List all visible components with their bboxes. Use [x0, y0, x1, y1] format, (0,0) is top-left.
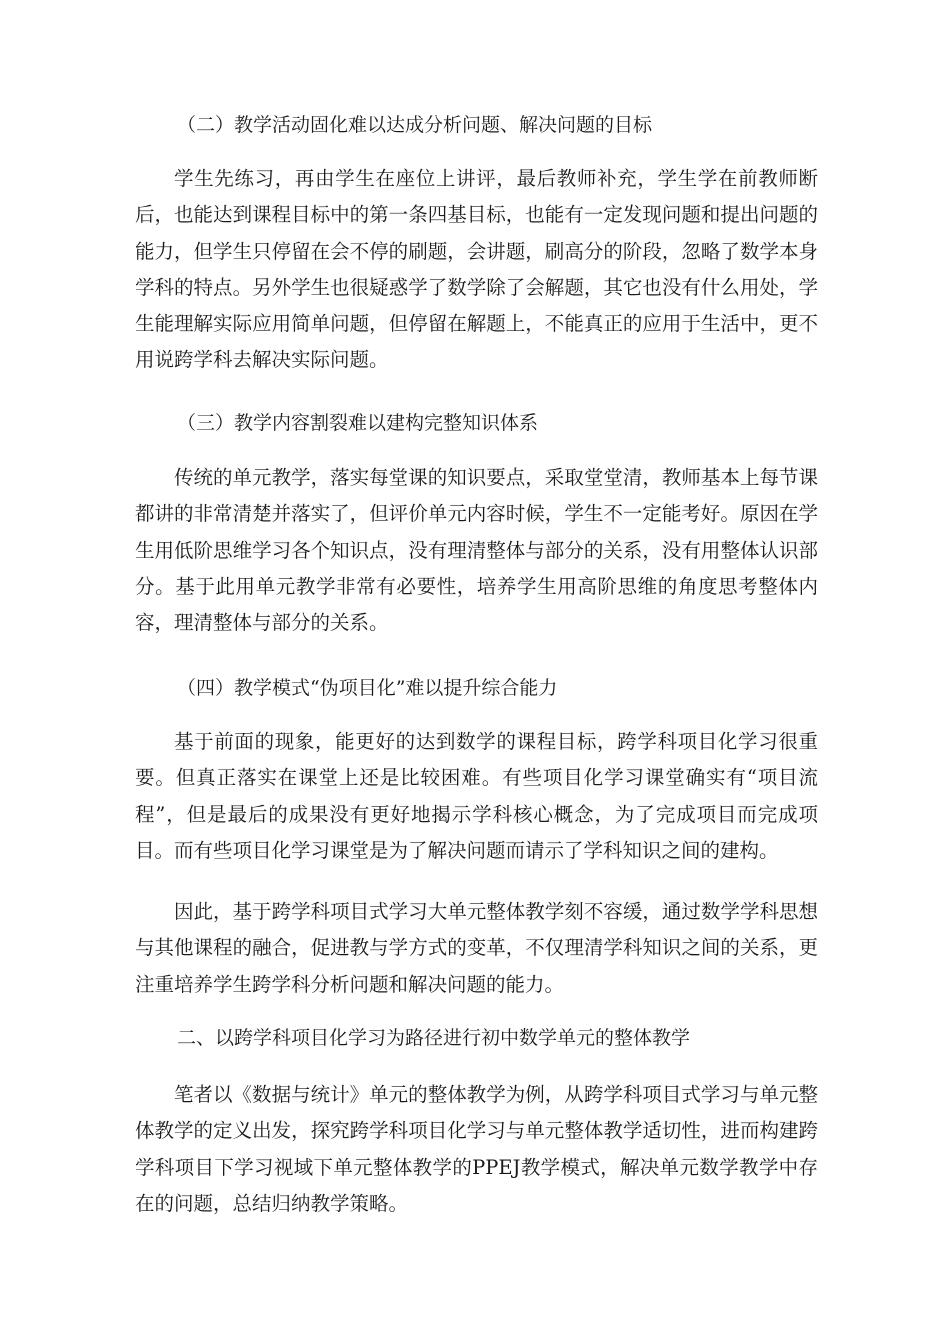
paragraph-section-2: 学生先练习，再由学生在座位上讲评，最后教师补充，学生学在前教师断后，也能达到课程目标中的第一条四基目标，也能有一定发现问题和提出问题的能力，但学生只停留在会不停的刷题，会讲题，刷高分的阶段，忽略了数学本身学科的特点。另外学生也很疑惑学了数学除了会解题，其它也没有什么用处，学生能理解实际应用简单问题，但停留在解题上，不能真正的应用于生活中，更不用说跨学科去解决实际问题。: [135, 167, 818, 372]
paragraph-section-3: 传统的单元教学，落实每堂课的知识要点，采取堂堂清，教师基本上每节课都讲的非常清楚并落实了，但评价单元内容时候，学生不一定能考好。原因在学生用低阶思维学习各个知识点，没有理清整体与部分的关系，没有用整体认识部分。基于此用单元教学非常有必要性，培养学生用高阶思维的角度思考整体内容，理清整体与部分的关系。: [135, 466, 818, 635]
section-heading-3: （三）教学内容割裂难以建构完整知识体系: [177, 412, 539, 434]
paragraph-section-4b: 因此，基于跨学科项目式学习大单元整体教学刻不容缓，通过数学学科思想与其他课程的融合，促进教与学方式的变革，不仅理清学科知识之间的关系，更注重培养学生跨学科分析问题和解决问题的能力。: [135, 900, 818, 996]
section-heading-4: （四）教学模式“伪项目化”难以提升综合能力: [177, 677, 558, 699]
chapter-heading-two: 二、以跨学科项目化学习为路径进行初中数学单元的整体教学: [177, 1027, 691, 1049]
paragraph-section-4a: 基于前面的现象，能更好的达到数学的课程目标，跨学科项目化学习很重要。但真正落实在课堂上还是比较困难。有些项目化学习课堂确实有“项目流程”，但是最后的成果没有更好地揭示学科核心概念，为了完成项目而完成项目。而有些项目化学习课堂是为了解决问题而请示了学科知识之间的建构。: [135, 730, 818, 862]
paragraph-chapter-two: 笔者以《数据与统计》单元的整体教学为例，从跨学科项目式学习与单元整体教学的定义出发，探究跨学科项目化学习与单元整体教学适切性，进而构建跨学科项目下学习视域下单元整体教学的PPEJ教学模式，解决单元数学教学中存在的问题，总结归纳教学策略。: [135, 1083, 818, 1215]
section-heading-2: （二）教学活动固化难以达成分析问题、解决问题的目标: [177, 114, 653, 136]
